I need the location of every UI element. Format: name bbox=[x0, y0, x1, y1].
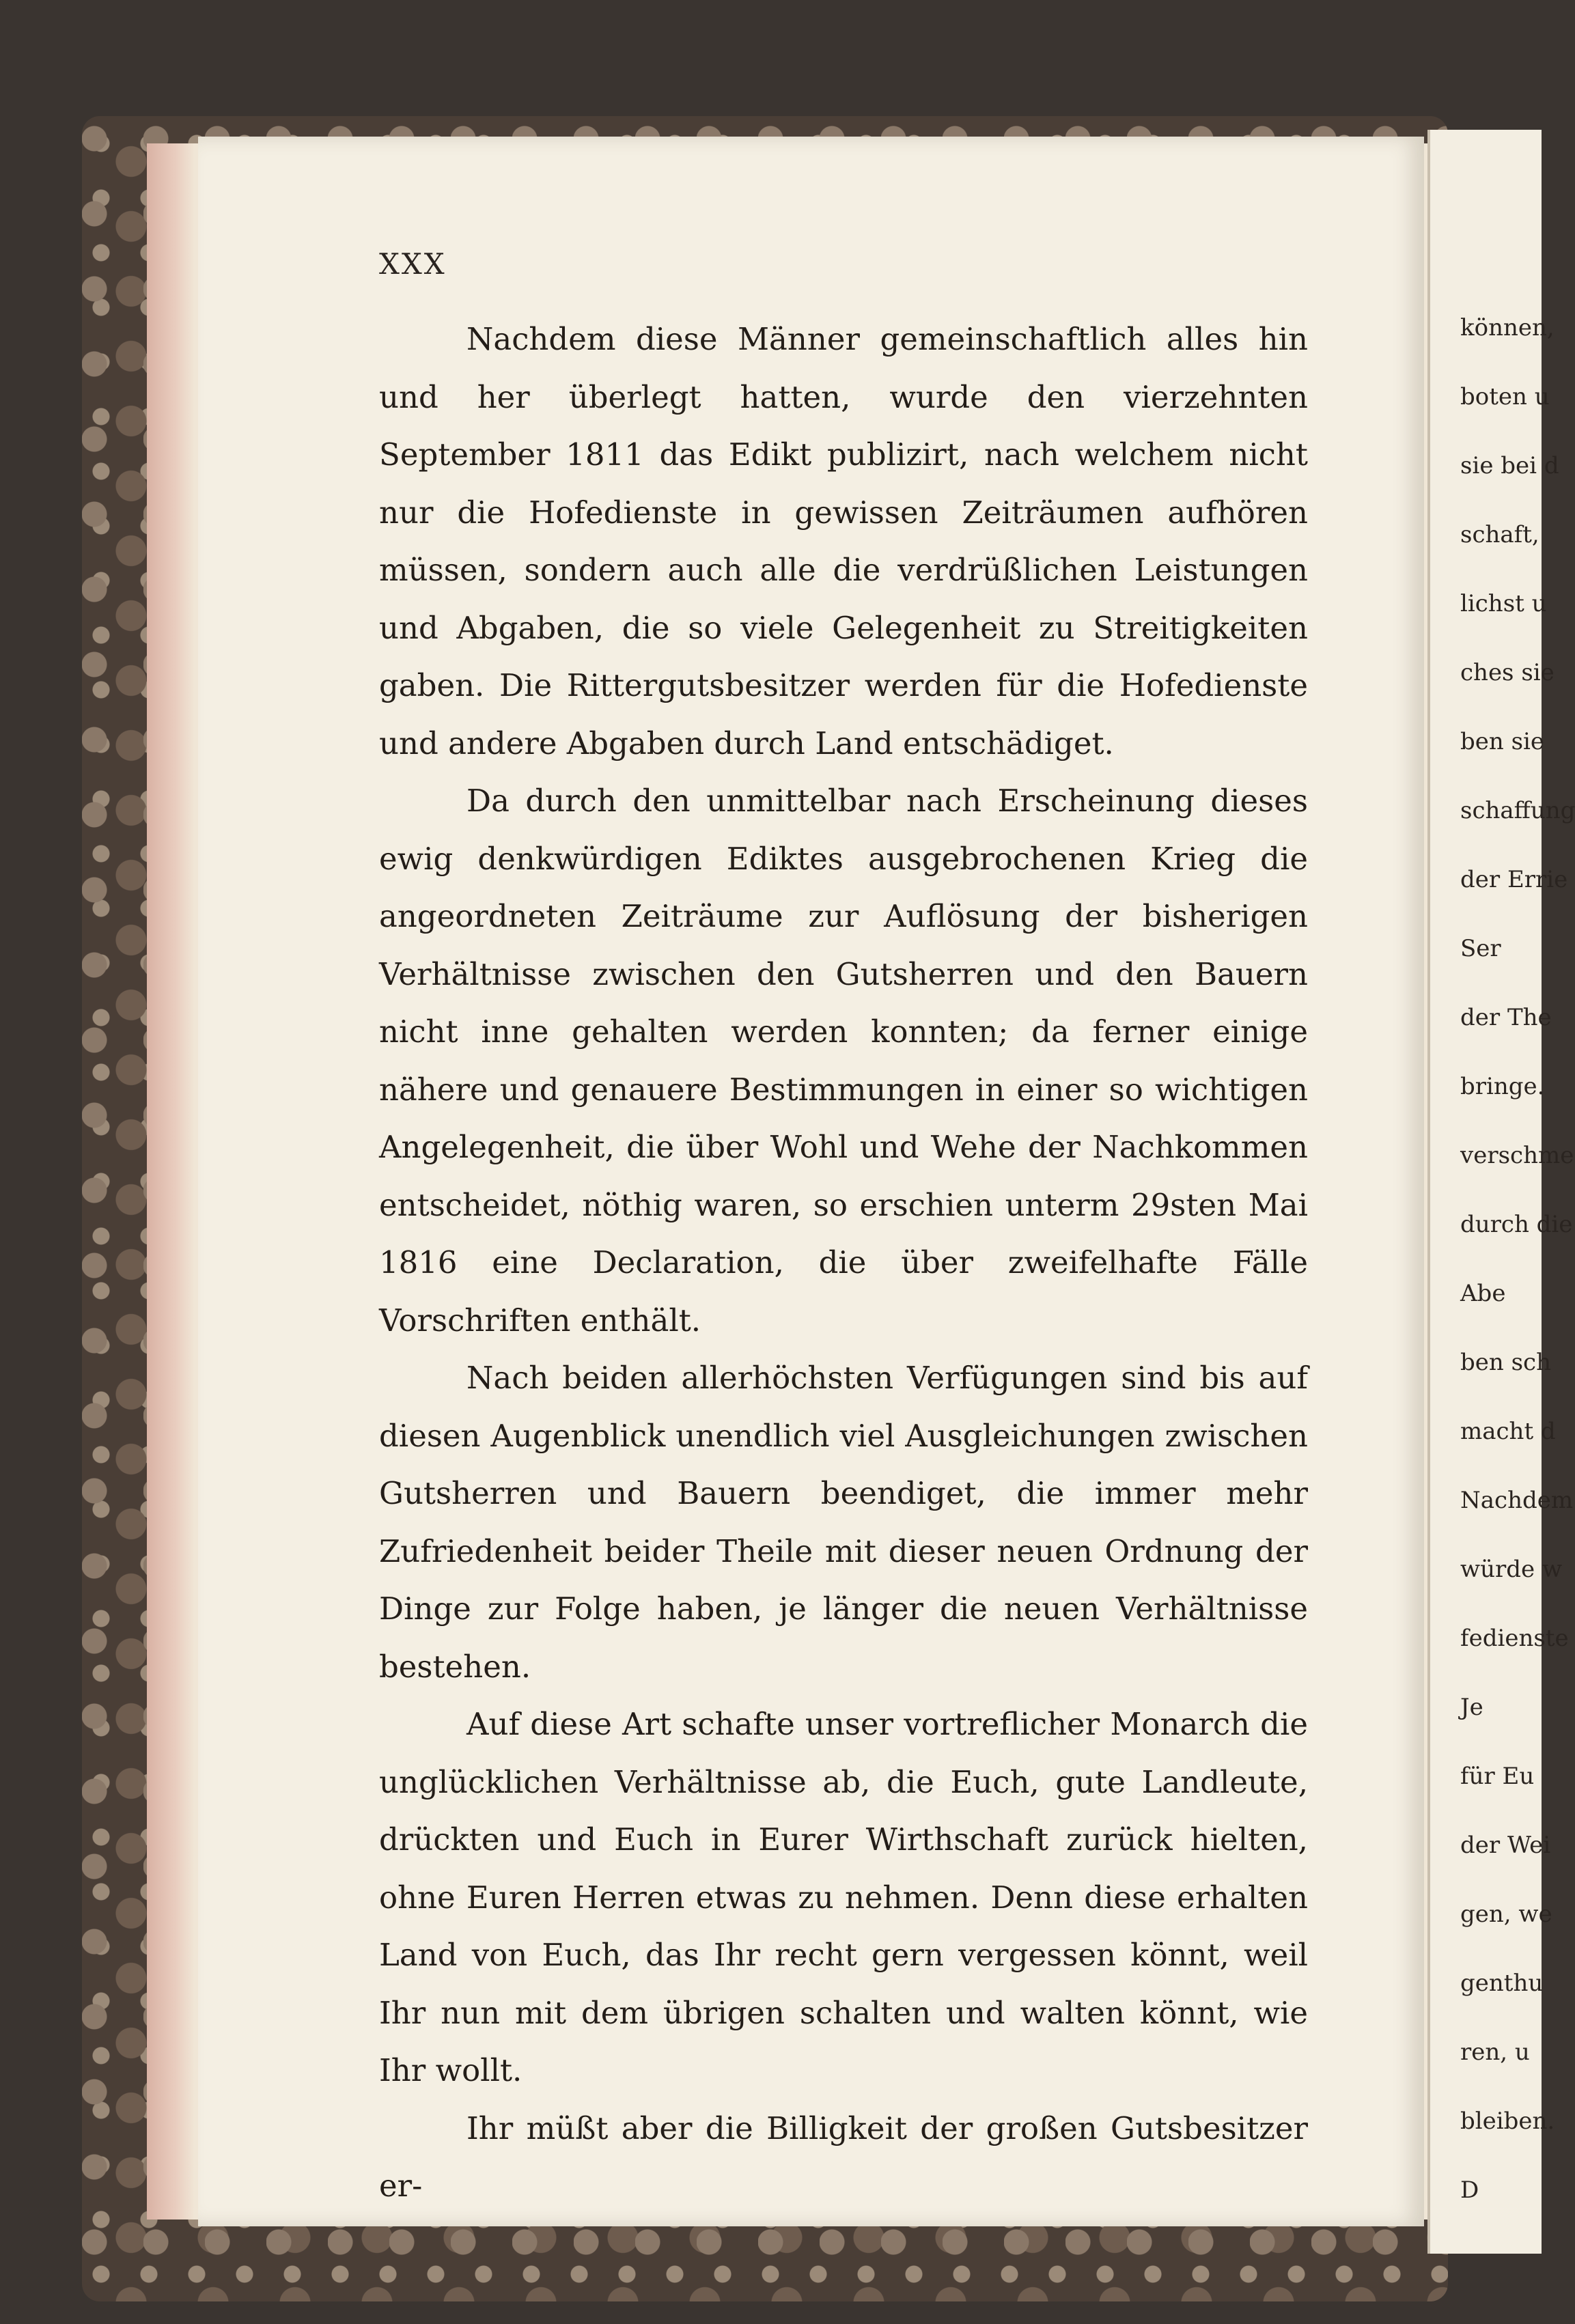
facing-page-line: der The bbox=[1460, 1004, 1552, 1031]
facing-page-line: ben sch bbox=[1460, 1349, 1551, 1376]
facing-page-line: fedienste bbox=[1460, 1625, 1569, 1652]
facing-page-line: der Wei bbox=[1460, 1832, 1551, 1859]
facing-page-line: bleiben. bbox=[1460, 2108, 1555, 2135]
facing-page-line: ches sie bbox=[1460, 659, 1555, 686]
facing-page-line: macht d bbox=[1460, 1418, 1556, 1445]
facing-page-line: D bbox=[1460, 2176, 1479, 2204]
facing-page-line: durch die bbox=[1460, 1211, 1573, 1238]
facing-page-line: bringe. bbox=[1460, 1073, 1545, 1100]
facing-page-line: Abe bbox=[1460, 1280, 1506, 1307]
facing-page-line: sie bei d bbox=[1460, 452, 1559, 479]
facing-page-text bbox=[1460, 294, 1575, 2225]
facing-page-line: Je bbox=[1460, 1694, 1483, 1721]
facing-page-line: Ser bbox=[1460, 935, 1501, 962]
facing-page-line: für Eu bbox=[1460, 1763, 1535, 1790]
facing-page-line: schaffung bbox=[1460, 797, 1575, 824]
facing-page-line: ren, u bbox=[1460, 2039, 1530, 2066]
facing-page-line: würde w bbox=[1460, 1556, 1563, 1583]
facing-page-line: schaft, bbox=[1460, 521, 1539, 548]
facing-page-line: verschme bbox=[1460, 1142, 1574, 1169]
paragraph: Nachdem diese Männer gemeinschaftlich alles hin und her überlegt hatten, wurde den vierzehnten September 1811 das Edikt publizirt, nach welchem nicht nur die Hofedienste in gewissen Zeiträumen aufhören müssen, sondern auch alle die verdrüßlichen Leistungen und Abgaben, die so viele Gelegenheit zu Streitigkeiten gaben. Die Rittergutsbesitzer werden für die Hofedienste und andere Abgaben durch Land entschädiget. bbox=[379, 321, 1308, 761]
body-text bbox=[379, 311, 1308, 2215]
paragraph: Nach beiden allerhöchsten Verfügungen sind bis auf diesen Augenblick unendlich viel Ausgleichungen zwischen Gutsherren und Bauern beendiget, die immer mehr Zufriedenheit beider Theile mit dieser neuen Ordnung der Dinge zur Folge haben, je länger die neuen Verhältnisse bestehen. bbox=[379, 1360, 1308, 1685]
page-number: XXX bbox=[379, 247, 447, 281]
facing-page-line: können, bbox=[1460, 314, 1555, 341]
paragraph: Ihr müßt aber die Billigkeit der großen Gutsbesitzer er- bbox=[379, 2110, 1308, 2204]
facing-page-line: gen, we bbox=[1460, 1901, 1552, 1928]
facing-page-line: boten u bbox=[1460, 383, 1550, 410]
facing-page-line: lichst u bbox=[1460, 590, 1547, 617]
facing-page-line: der Errie bbox=[1460, 866, 1568, 893]
facing-page-line: ben sie bbox=[1460, 728, 1545, 755]
facing-page-line: genthu bbox=[1460, 1970, 1544, 1997]
facing-page-line: Nachdem bbox=[1460, 1487, 1574, 1514]
paragraph: Da durch den unmittelbar nach Erscheinung dieses ewig denkwürdigen Ediktes ausgebrochenen Krieg die angeordneten Zeiträume zur Auflösung der bisherigen Verhältnisse zwischen den Gutsherren und den Bauern nicht inne gehalten werden konnten; da ferner einige nähere und genauere Bestimmungen in einer so wichtigen Angelegenheit, die über Wohl und Wehe der Nachkommen entscheidet, nöthig waren, so erschien unterm 29sten Mai 1816 eine Declaration, die über zweifelhafte Fälle Vorschriften enthält. bbox=[379, 783, 1308, 1339]
paragraph: Auf diese Art schafte unser vortreflicher Monarch die unglücklichen Verhältnisse ab, die Euch, gute Landleute, drückten und Euch in Eurer Wirthschaft zurück hielten, ohne Euren Herren etwas zu nehmen. Denn diese erhalten Land von Euch, das Ihr recht gern vergessen könnt, weil Ihr nun mit dem übrigen schalten und walten könnt, wie Ihr wollt. bbox=[379, 1706, 1308, 2088]
